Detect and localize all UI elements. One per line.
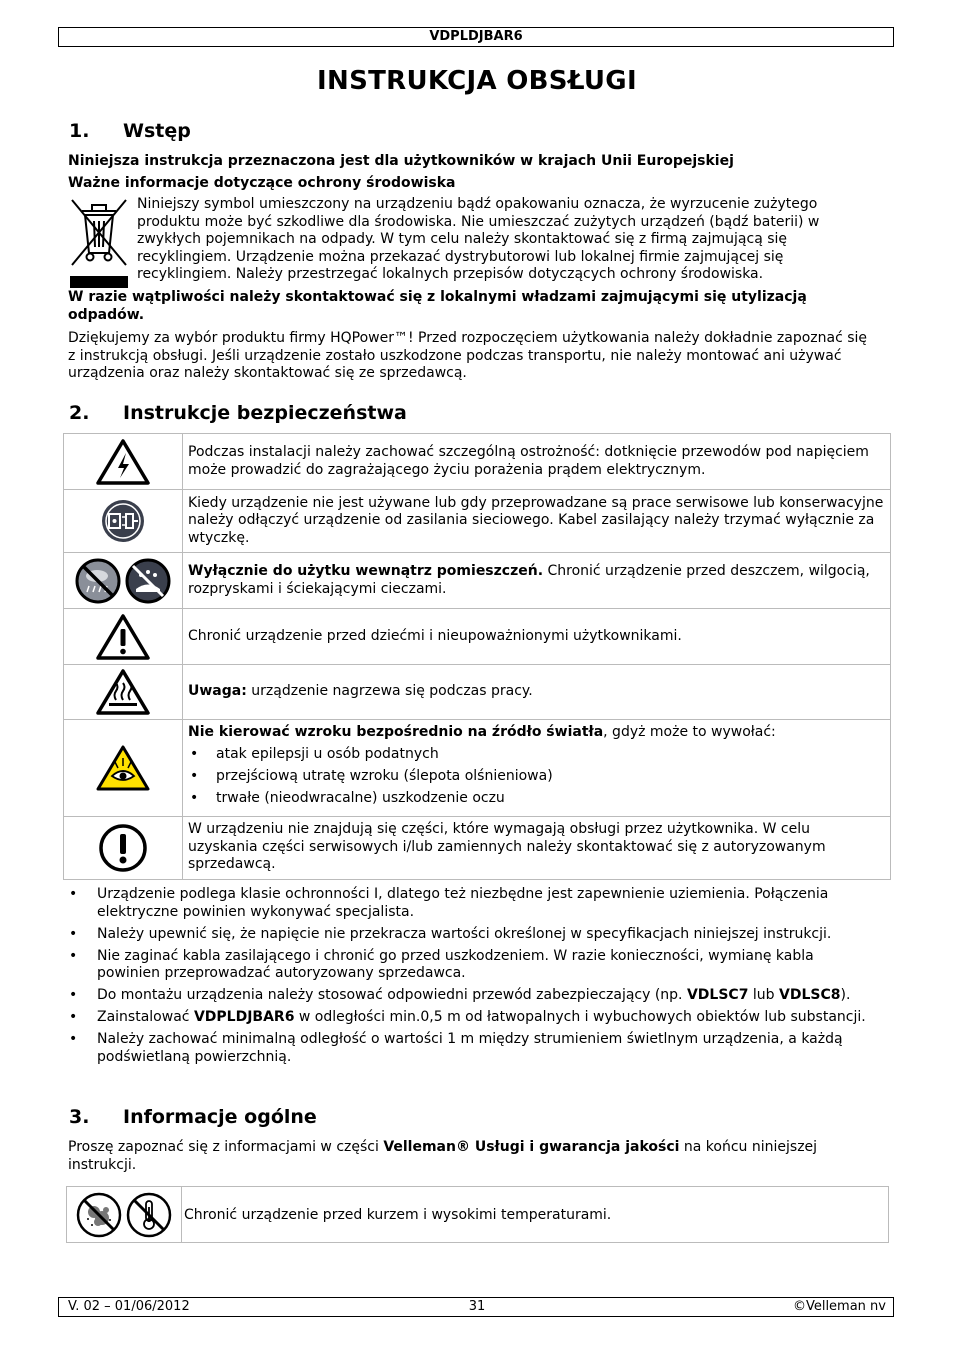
safety-row [64, 609, 891, 665]
list-item: • trwałe (nieodwracalne) uszkodzenie oczu [188, 790, 884, 808]
general-info-table [66, 1186, 889, 1243]
safety-table [63, 433, 891, 880]
page-header [58, 27, 894, 47]
thanks-paragraph: Dziękujemy za wybór produktu firmy HQPower™! Przed rozpoczęciem użytkowania należy dokładnie zapoznać się z instrukcją obsługi. Jeśli urządzenie zostało uszkodzone podczas transportu, nie należy montować ani używać urządzenia oraz należy skontaktować się ze sprzedawcą. [68, 330, 868, 381]
section2-heading: 2. Instrukcje bezpieczeństwa [69, 402, 407, 424]
eu-note: Niniejsza instrukcja przeznaczona jest dla użytkowników w krajach Unii Europejskiej [68, 153, 734, 169]
list-item: • Należy upewnić się, że napięcie nie przekracza wartości określonej w specyfikacjach niniejszej instrukcji. [68, 926, 878, 944]
list-item: • Do montażu urządzenia należy stosować odpowiedni przewód zabezpieczający (np. VDLSC7 lub VDLSC8). [68, 987, 878, 1005]
copyright: ©Velleman nv [792, 1299, 886, 1314]
safety-bullet-list [68, 886, 878, 1071]
general-info-text: Chronić urządzenie przed kurzem i wysokimi temperaturami. [182, 1187, 889, 1243]
list-item: • Urządzenie podlega klasie ochronności I, dlatego też niezbędne jest zapewnienie uziemienia. Połączenia elektryczne powinien wykonywać specjalista. [68, 886, 878, 921]
safety-row-text: W urządzeniu nie znajdują się części, które wymagają obsługi przez użytkownika. W celu uzyskania części serwisowych i/lub zamiennych należy skontaktować się z autoryzowanym sprzedawcą. [183, 816, 891, 879]
doubt-note: W razie wątpliwości należy skontaktować się z lokalnymi władzami zajmującymi się utylizacją odpadów. [68, 289, 807, 323]
safety-row [64, 434, 891, 490]
general-info-row [67, 1187, 889, 1243]
version-date: V. 02 – 01/06/2012 [68, 1299, 190, 1314]
electric-shock-warning-icon [95, 438, 151, 486]
general-info-intro: Proszę zapoznać się z informacjami w części Velleman® Usługi i gwarancja jakości na końcu niniejszej instrukcji. [68, 1139, 818, 1173]
page-footer [58, 1297, 894, 1317]
model-name: VDPLDJBAR6 [429, 29, 523, 44]
safety-row-text: Wyłącznie do użytku wewnątrz pomieszczeń. Chronić urządzenie przed deszczem, wilgocią, rozpryskami i ściekającymi cieczami. [183, 553, 891, 609]
page-number: 31 [468, 1299, 486, 1314]
weee-bin-icon [68, 197, 130, 289]
safety-row-text: Uwaga: urządzenie nagrzewa się podczas pracy. [183, 665, 891, 720]
safety-row-text: Chronić urządzenie przed dziećmi i nieupoważnionymi użytkownikami. [183, 609, 891, 665]
environment-heading: Ważne informacje dotyczące ochrony środowiska [68, 175, 456, 191]
weee-text: Niniejszy symbol umieszczony na urządzeniu bądź opakowaniu oznacza, że wyrzucenie zużytego produktu może być szkodliwe dla środowiska. Nie umieszczać zużytych urządzeń (bądź baterii) w zwykłych pojemnikach na odpady. W tym celu należy skontaktować się z firmą zajmującą się recyklingiem. Urządzenie można przekazać dystrybutorowi lub lokalnej firmie zajmującej się recyklingiem. Należy przestrzegać lokalnych przepisów dotyczących ochrony środowiska. [137, 196, 820, 282]
hot-surface-icon [95, 668, 151, 716]
list-item: • Zainstalować VDPLDJBAR6 w odległości min.0,5 m od łatwopalnych i wybuchowych obiektów lub substancji. [68, 1009, 878, 1027]
safety-row-text: Podczas instalacji należy zachować szczególną ostrożność: dotknięcie przewodów pod napięciem może prowadzić do zagrażającego życiu porażenia prądem elektrycznym. [183, 434, 891, 490]
safety-row [64, 665, 891, 720]
list-item: • Należy zachować minimalną odległość o wartości 1 m między strumieniem świetlnym urządzenia, a każdą podświetlaną powierzchnią. [68, 1031, 878, 1066]
attention-icon [98, 823, 148, 873]
section3-heading: 3. Informacje ogólne [69, 1106, 317, 1128]
general-warning-icon [95, 613, 151, 661]
eye-risk-list [188, 746, 884, 808]
safety-row-text: Kiedy urządzenie nie jest używane lub gdy przeprowadzane są prace serwisowe lub konserwacyjne należy odłączyć urządzenie od zasilania sieciowego. Kabel zasilający należy trzymać wyłącznie za wtyczkę. [183, 490, 891, 553]
safety-row [64, 553, 891, 609]
eye-light-warning-icon [95, 744, 151, 792]
no-splash-icon [125, 558, 171, 604]
unplug-icon [100, 498, 146, 544]
list-item: • atak epilepsji u osób podatnych [188, 746, 884, 764]
no-heat-icon [126, 1192, 172, 1238]
safety-row [64, 816, 891, 879]
list-item: • Nie zaginać kabla zasilającego i chronić go przed uszkodzeniem. W razie konieczności, wymianę kabla powinien przeprowadzać autoryzowany sprzedawca. [68, 948, 878, 983]
safety-row [64, 720, 891, 817]
safety-row-text: Nie kierować wzroku bezpośrednio na źródło światła, gdyż może to wywołać: • atak epilepsji u osób podatnych • przejściową utratę wzroku (ślepota olśnieniowa) • trwałe (nieodwracalne) uszkodzenie oczu [183, 720, 891, 817]
no-dust-icon [76, 1192, 122, 1238]
list-item: • przejściową utratę wzroku (ślepota olśnieniowa) [188, 768, 884, 786]
safety-row [64, 490, 891, 553]
no-rain-icon [75, 558, 121, 604]
page-title: INSTRUKCJA OBSŁUGI [317, 66, 637, 96]
section1-heading: 1. Wstęp [69, 120, 191, 142]
